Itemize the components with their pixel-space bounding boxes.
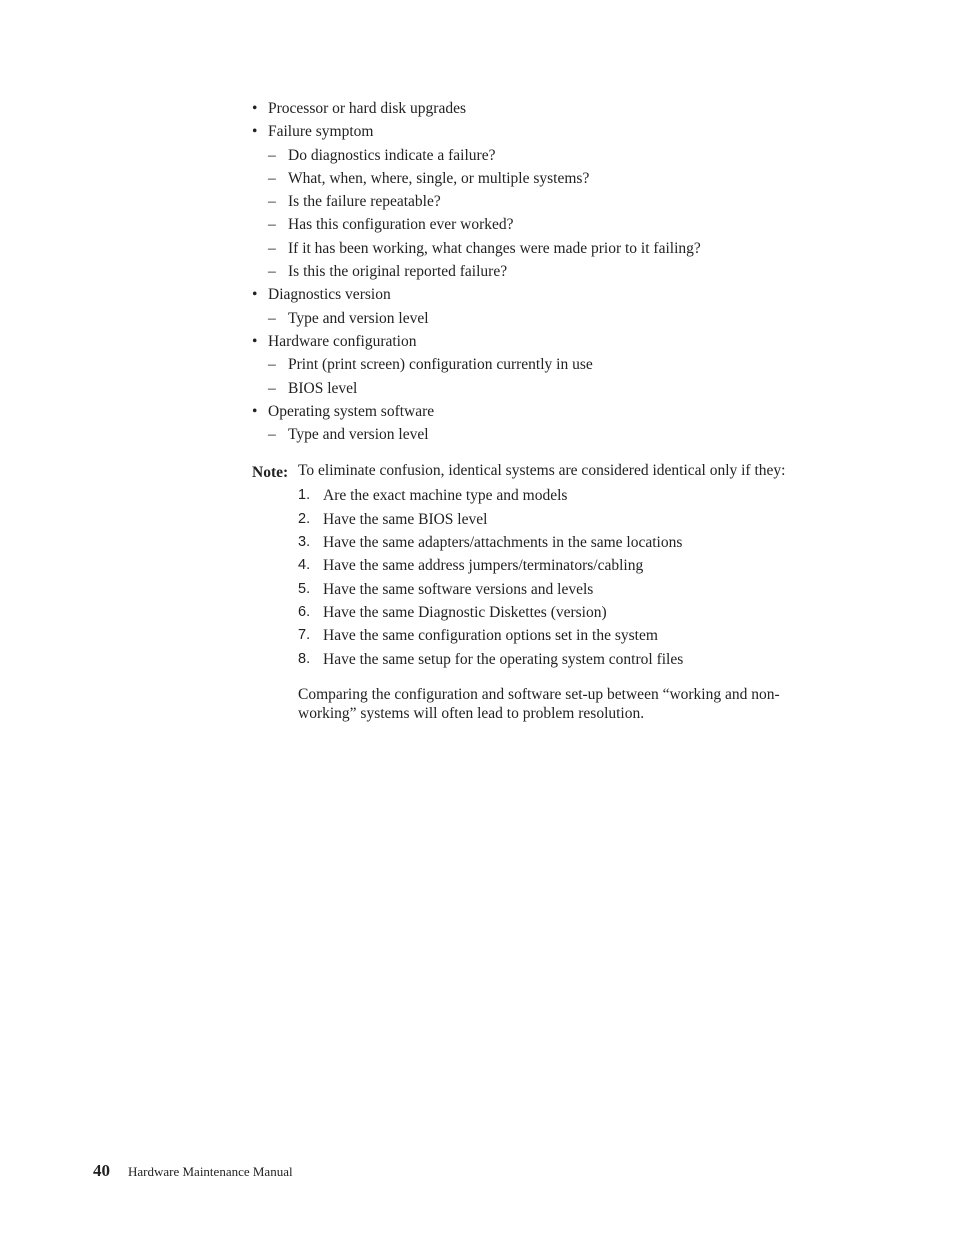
sub-item: [252, 423, 822, 446]
bullet-text: Operating system software: [268, 402, 435, 420]
sub-item-text: Print (print screen) configuration currently in use: [288, 356, 593, 374]
numbered-item: [298, 508, 822, 531]
item-number: 7.: [298, 627, 311, 644]
item-number: 4.: [298, 557, 311, 574]
bullet-marker: •: [252, 402, 258, 420]
bullet-item: [252, 97, 822, 120]
checklist: [252, 97, 822, 446]
sub-item: [252, 377, 822, 400]
dash-marker: –: [268, 169, 276, 187]
item-text: Have the same setup for the operating system control files: [323, 650, 684, 668]
sub-item: [252, 307, 822, 330]
dash-marker: –: [268, 239, 276, 257]
sub-item: [252, 167, 822, 190]
dash-marker: –: [268, 263, 276, 281]
dash-marker: –: [268, 356, 276, 374]
item-text: Have the same Diagnostic Diskettes (version): [323, 603, 607, 621]
closing-paragraph: Comparing the configuration and software set-up between “working and non-working” systems will often lead to problem resolution.: [298, 685, 780, 722]
sub-item-text: If it has been working, what changes were made prior to it failing?: [288, 239, 701, 257]
numbered-item: [298, 554, 822, 577]
item-number: 6.: [298, 603, 311, 620]
numbered-item: [298, 578, 822, 601]
bullet-marker: •: [252, 100, 258, 117]
bullet-item: [252, 400, 822, 447]
bullet-marker: •: [252, 123, 258, 141]
note-text: To eliminate confusion, identical systems are considered identical only if they:: [298, 462, 786, 480]
numbered-item: [298, 624, 822, 647]
dash-marker: –: [268, 309, 276, 327]
dash-marker: –: [268, 193, 276, 211]
bullet-marker: •: [252, 286, 258, 304]
item-text: Have the same configuration options set in the system: [323, 627, 658, 645]
sub-list: [268, 423, 822, 446]
sub-item-text: Type and version level: [288, 309, 429, 327]
numbered-item: [298, 601, 822, 624]
item-number: 5.: [298, 580, 311, 597]
bullet-text: Processor or hard disk upgrades: [268, 100, 467, 117]
item-number: 1.: [298, 487, 311, 504]
note-block: [252, 461, 822, 722]
bullet-text: Diagnostics version: [268, 286, 391, 304]
sub-item-text: Is the failure repeatable?: [288, 193, 441, 211]
numbered-item: [298, 648, 822, 671]
sub-item-text: Is this the original reported failure?: [288, 263, 508, 281]
sub-item: [252, 190, 822, 213]
item-text: Have the same adapters/attachments in the same locations: [323, 534, 683, 552]
identical-criteria-list: [298, 484, 822, 670]
bullet-marker: •: [252, 332, 258, 350]
bullet-item: [252, 120, 822, 283]
sub-item-text: What, when, where, single, or multiple systems?: [288, 169, 590, 187]
page-content: [252, 97, 822, 738]
bullet-text: Failure symptom: [268, 123, 374, 141]
dash-marker: –: [268, 426, 276, 444]
item-number: 3.: [298, 534, 311, 551]
sub-item: [252, 237, 822, 260]
dash-marker: –: [268, 379, 276, 397]
manual-title: Hardware Maintenance Manual: [128, 1164, 293, 1179]
sub-item: [252, 144, 822, 167]
sub-item: [252, 353, 822, 376]
sub-item-text: Do diagnostics indicate a failure?: [288, 146, 496, 164]
sub-item: [252, 213, 822, 236]
item-number: 2.: [298, 510, 311, 527]
sub-item-text: Has this configuration ever worked?: [288, 216, 514, 234]
item-text: Have the same BIOS level: [323, 510, 488, 528]
sub-item: [252, 260, 822, 283]
bullet-item: [252, 283, 822, 330]
bullet-text: Hardware configuration: [268, 332, 417, 350]
page-number: 40: [93, 1161, 110, 1180]
note-label: Note:: [252, 464, 289, 482]
item-number: 8.: [298, 650, 311, 667]
numbered-item: [298, 484, 822, 507]
sub-item-text: BIOS level: [288, 379, 358, 397]
page-footer: [93, 1161, 293, 1181]
dash-marker: –: [268, 216, 276, 234]
sub-list: [268, 353, 822, 400]
sub-list: [268, 307, 822, 330]
item-text: Have the same software versions and levels: [323, 580, 594, 598]
sub-list: [268, 144, 822, 284]
item-text: Are the exact machine type and models: [323, 487, 568, 505]
dash-marker: –: [268, 146, 276, 164]
bullet-item: [252, 330, 822, 400]
numbered-item: [298, 531, 822, 554]
sub-item-text: Type and version level: [288, 426, 429, 444]
item-text: Have the same address jumpers/terminators/cabling: [323, 557, 644, 575]
